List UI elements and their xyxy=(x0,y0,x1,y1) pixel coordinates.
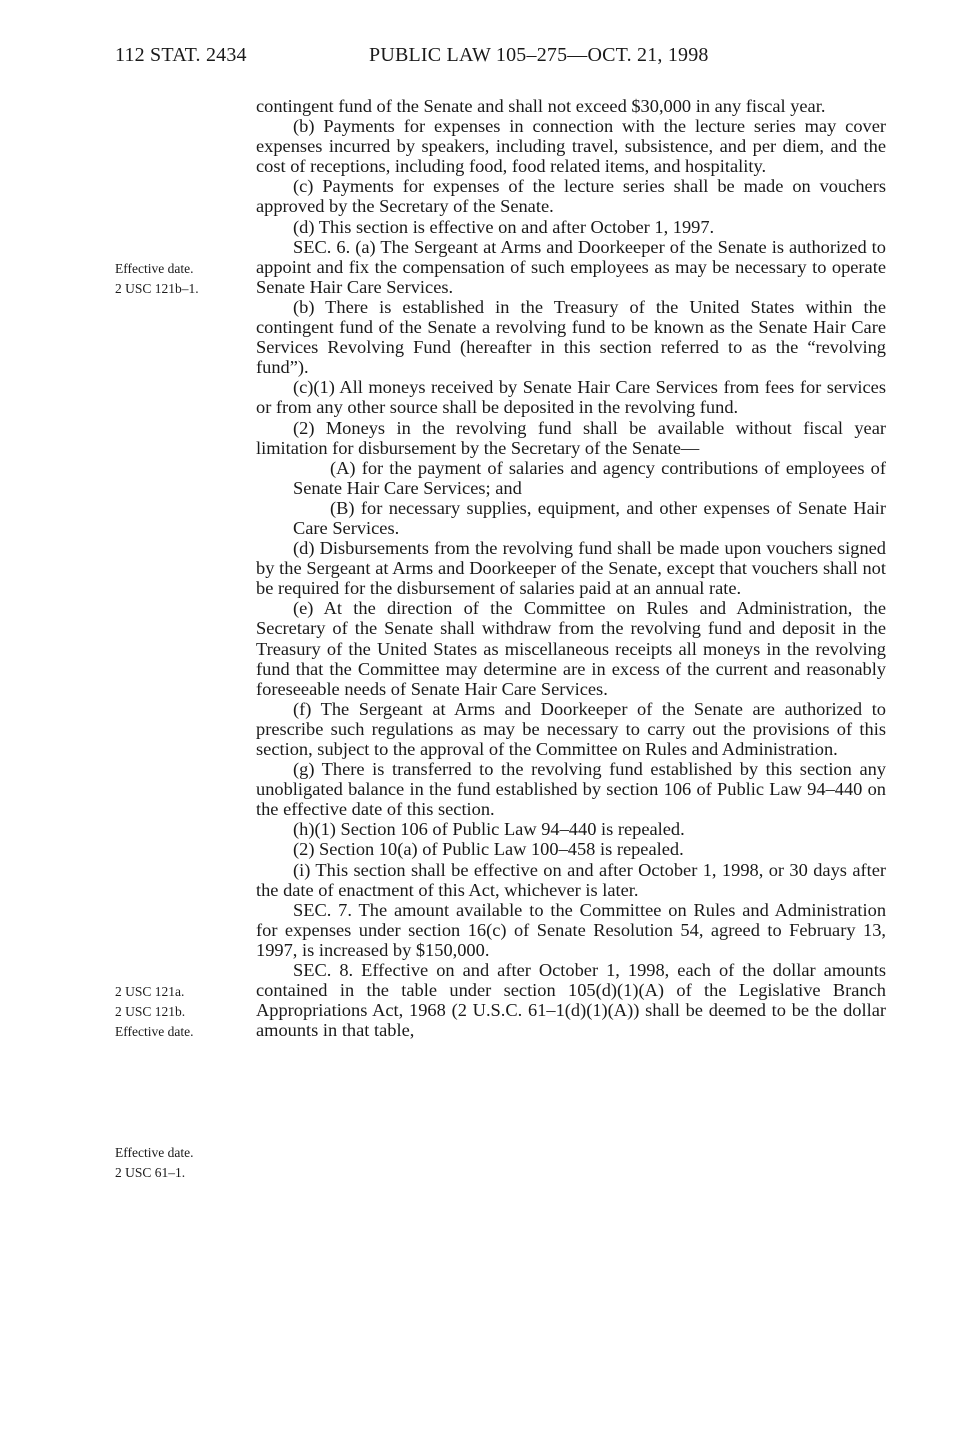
margin-note: Effective date. xyxy=(115,1024,194,1039)
margin-note: 2 USC 121a. xyxy=(115,984,185,999)
subparagraph: (B) for necessary supplies, equipment, and other expenses of Senate Hair Care Services. xyxy=(293,497,886,538)
paragraph: (b) There is established in the Treasury of the United States within the contingent fund of the Senate a revolving fund to be known as the Senate Hair Care Services Revolving Fund (hereafter in this section referred to as the “revolving fund”). xyxy=(256,296,886,378)
margin-note: 2 USC 61–1. xyxy=(115,1165,186,1180)
paragraph: (d) Disbursements from the revolving fund shall be made upon vouchers signed by the Sergeant at Arms and Doorkeeper of the Senate, except that vouchers shall not be required for the disbursement of salaries paid at an annual rate. xyxy=(256,538,886,599)
margin-note: Effective date. xyxy=(115,1145,194,1160)
paragraph-text: (a) The Sergeant at Arms and Doorkeeper of the Senate is authorized to appoint and fix the compensation of such employees as may be necessary to operate Senate Hair Care Services. xyxy=(256,236,886,297)
section-paragraph xyxy=(256,960,886,1040)
page-number: 112 STAT. 2434 xyxy=(115,44,247,66)
margin-note: Effective date. xyxy=(115,261,194,276)
subparagraph: (A) for the payment of salaries and agency contributions of employees of Senate Hair Care Services; and xyxy=(293,457,886,498)
section-paragraph xyxy=(256,237,886,297)
paragraph: (e) At the direction of the Committee on Rules and Administration, the Secretary of the Senate shall withdraw from the revolving fund and deposit in the Treasury of the United States as miscellaneous receipts all moneys in the revolving fund that the Committee may determine are in excess of the current and reasonably foreseeable needs of Senate Hair Care Services. xyxy=(256,598,886,699)
paragraph: (b) Payments for expenses in connection with the lecture series may cover expenses incurred by speakers, including travel, subsistence, and per diem, and the cost of receptions, including food, food related items, and hospitality. xyxy=(256,116,886,177)
paragraph-text: The amount available to the Committee on Rules and Administration for expenses under section 16(c) of Senate Resolution 54, agreed to February 13, 1997, is increased by $150,000. xyxy=(256,899,887,960)
margin-note: 2 USC 121b–1. xyxy=(115,281,199,296)
paragraph: (2) Section 10(a) of Public Law 100–458 is repealed. xyxy=(293,839,684,860)
paragraph: (g) There is transferred to the revolving fund established by this section any unobligated balance in the fund established by section 106 of Public Law 94–440 on the effective date of this section. xyxy=(256,759,886,820)
section-paragraph xyxy=(256,900,886,960)
paragraph: (d) This section is effective on and after October 1, 1997. xyxy=(293,216,715,237)
paragraph: (f) The Sergeant at Arms and Doorkeeper of the Senate are authorized to prescribe such regulations as may be necessary to carry out the provisions of this section, subject to the approval of the Committee on Rules and Administration. xyxy=(256,698,886,759)
section-label: SEC. 6. xyxy=(293,236,351,257)
section-label: SEC. 8. xyxy=(293,960,354,981)
paragraph: (c) Payments for expenses of the lecture series shall be made on vouchers approved by the Secretary of the Senate. xyxy=(256,176,886,217)
paragraph-text: Effective on and after October 1, 1998, each of the dollar amounts contained in the table under section 105(d)(1)(A) of the Legislative Branch Appropriations Act, 1968 (2 U.S.C. 61–1(d)(1)(A)) shall be deemed to be the dollar amounts in that table, xyxy=(256,960,887,1041)
margin-note: 2 USC 121b. xyxy=(115,1004,186,1019)
paragraph: contingent fund of the Senate and shall not exceed $30,000 in any fiscal year. xyxy=(256,96,826,116)
paragraph: (c)(1) All moneys received by Senate Hair Care Services from fees for services or from any other source shall be deposited in the revolving fund. xyxy=(256,377,886,418)
page-header xyxy=(115,44,709,67)
paragraph: (h)(1) Section 106 of Public Law 94–440 is repealed. xyxy=(293,819,685,840)
section-label: SEC. 7. xyxy=(293,899,352,920)
running-title: PUBLIC LAW 105–275—OCT. 21, 1998 xyxy=(369,44,709,66)
paragraph: (2) Moneys in the revolving fund shall be available without fiscal year limitation for disbursement by the Secretary of the Senate— xyxy=(256,417,886,458)
paragraph: (i) This section shall be effective on and after October 1, 1998, or 30 days after the date of enactment of this Act, whichever is later. xyxy=(256,859,886,900)
document-body xyxy=(256,96,886,1040)
